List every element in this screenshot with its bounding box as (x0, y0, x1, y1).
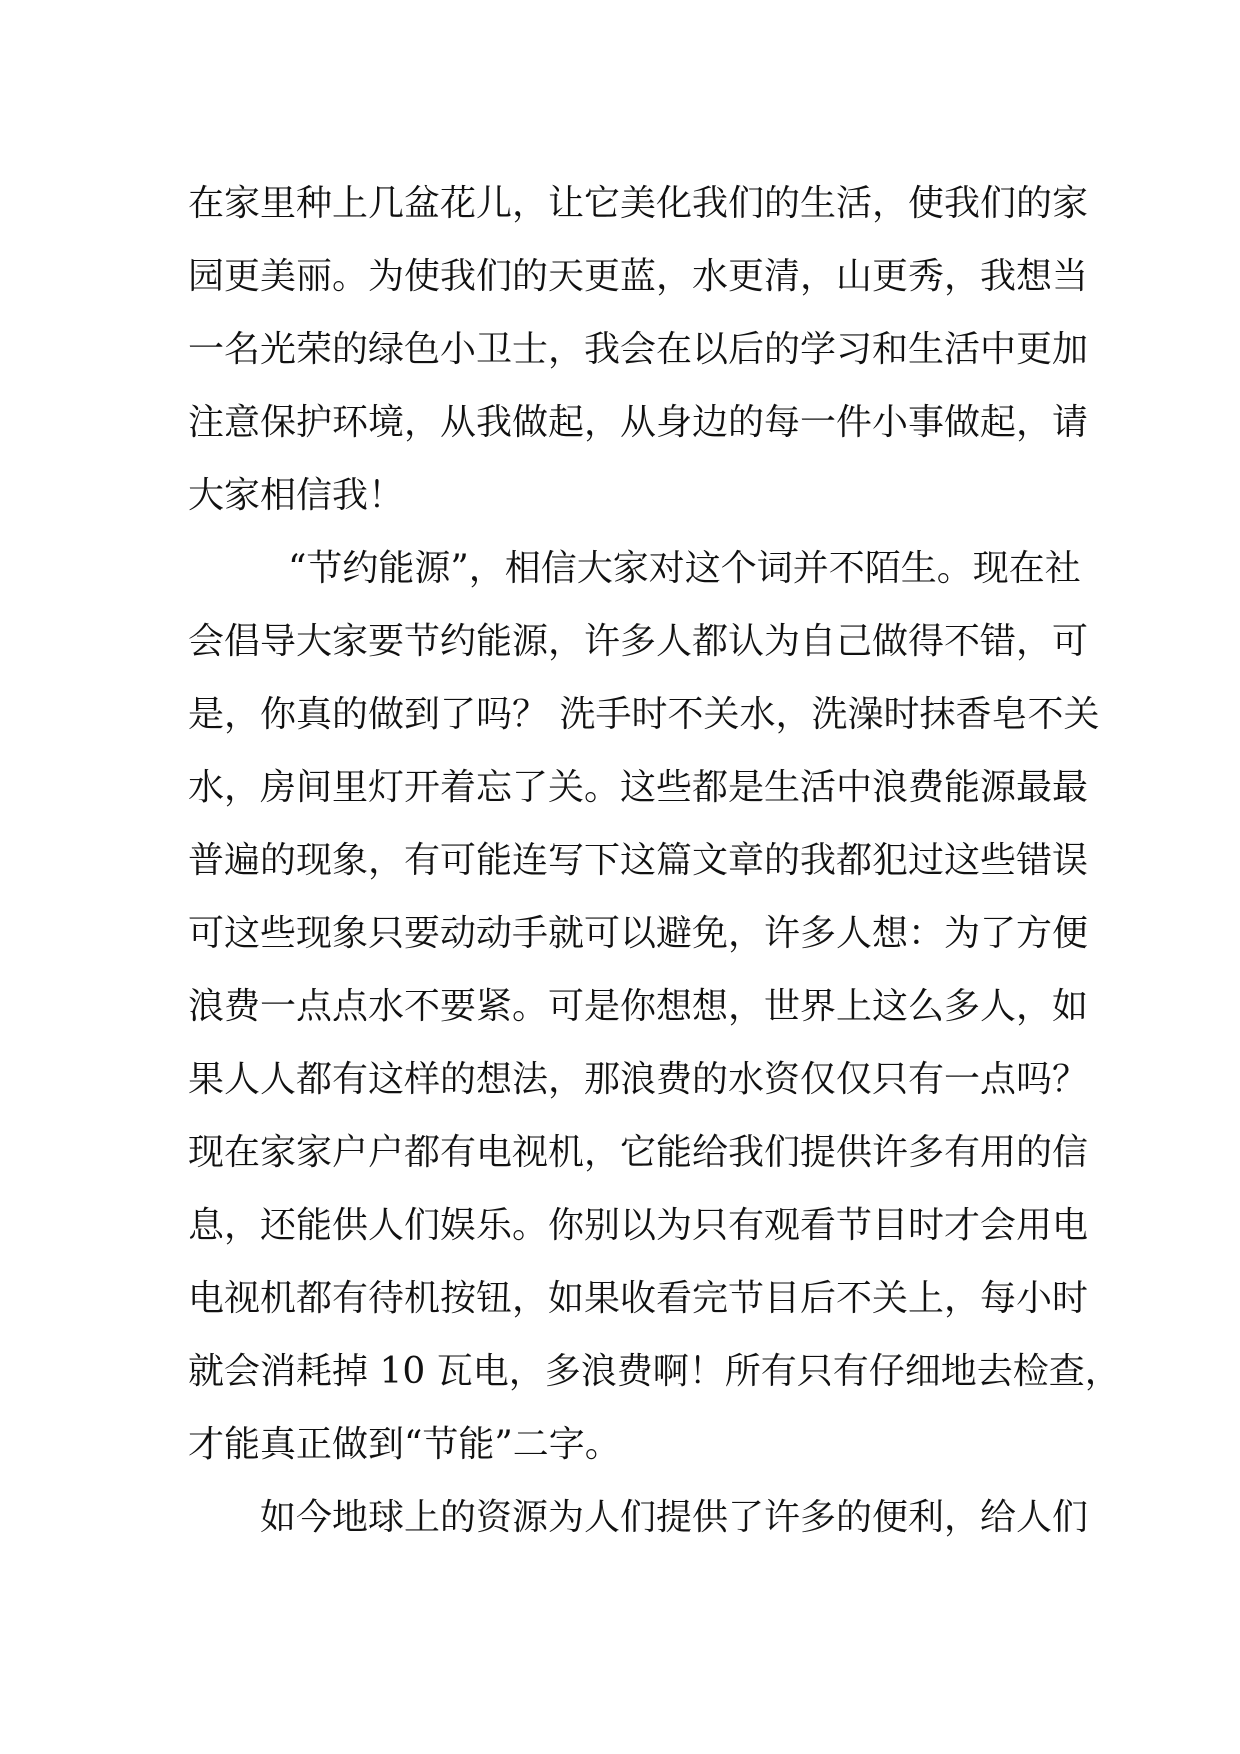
text-line: 浪费一点点水不要紧。可是你想想，世界上这么多人，如 (188, 986, 1089, 1027)
text-line: 大家相信我！ (188, 475, 405, 516)
text-line: 一名光荣的绿色小卫士，我会在以后的学习和生活中更加 (188, 329, 1089, 370)
text-line: 会倡导大家要节约能源，许多人都认为自己做得不错，可 (188, 621, 1089, 662)
text-line: 普遍的现象，有可能连写下这篇文章的我都犯过这些错误 (188, 840, 1089, 881)
text-line: 可这些现象只要动动手就可以避免，许多人想：为了方便 (188, 913, 1089, 954)
text-line: “节约能源”，相信大家对这个词并不陌生。现在社 (288, 548, 1081, 589)
text-line: 现在家家户户都有电视机，它能给我们提供许多有用的信 (188, 1132, 1089, 1173)
text-line: 就会消耗掉 10 瓦电，多浪费啊！所有只有仔细地去检查， (188, 1351, 1121, 1392)
text-line: 才能真正做到“节能”二字。 (188, 1424, 621, 1465)
body-text (188, 167, 1121, 1554)
text-line: 在家里种上几盆花儿，让它美化我们的生活，使我们的家 (188, 183, 1089, 224)
text-line: 是，你真的做到了吗？ 洗手时不关水，洗澡时抹香皂不关 (188, 694, 1100, 735)
text-line: 注意保护环境，从我做起，从身边的每一件小事做起，请 (188, 402, 1089, 443)
text-line: 如今地球上的资源为人们提供了许多的便利，给人们 (260, 1497, 1089, 1538)
text-line: 果人人都有这样的想法，那浪费的水资仅仅只有一点吗？ (188, 1059, 1089, 1100)
text-line: 水，房间里灯开着忘了关。这些都是生活中浪费能源最最 (188, 767, 1089, 808)
text-line: 息，还能供人们娱乐。你别以为只有观看节目时才会用电 (188, 1205, 1089, 1246)
text-line: 园更美丽。为使我们的天更蓝，水更清，山更秀，我想当 (188, 256, 1089, 297)
text-line: 电视机都有待机按钮，如果收看完节目后不关上，每小时 (188, 1278, 1089, 1319)
